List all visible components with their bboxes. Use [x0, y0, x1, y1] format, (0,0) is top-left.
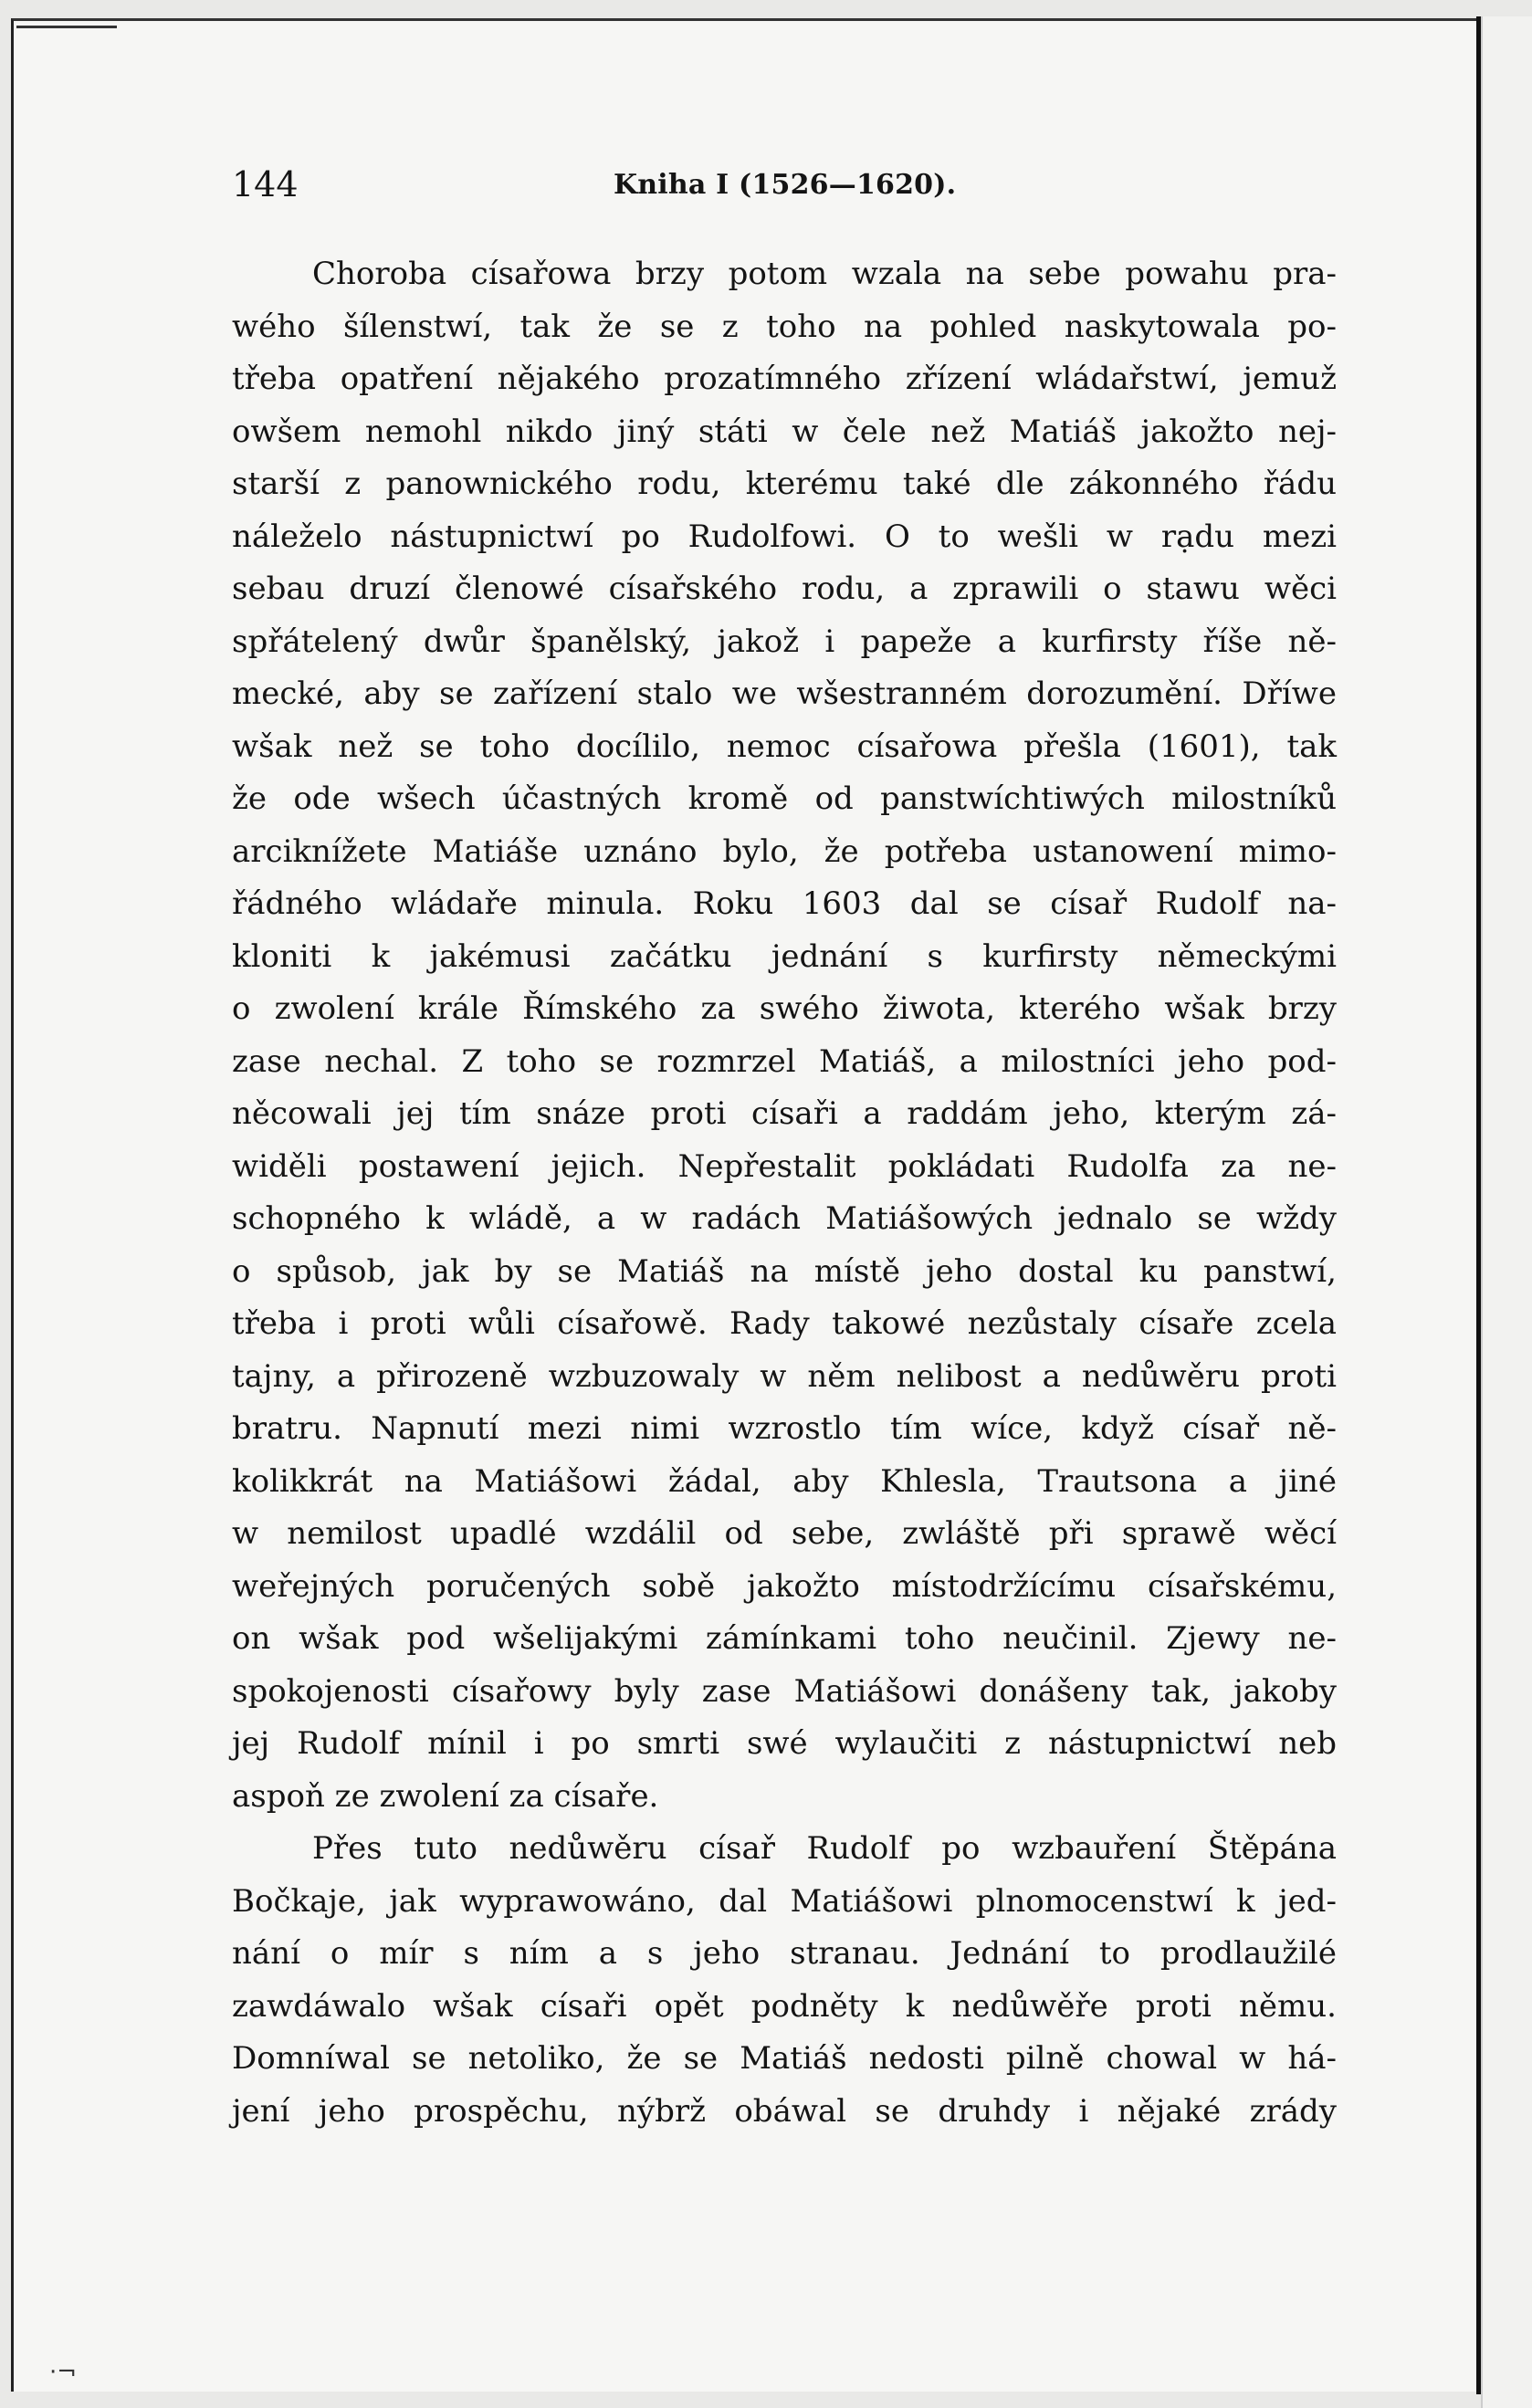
text-line: bratru. Napnutí mezi nimi wzrostlo tím wíce, když císař ně- — [232, 1410, 1337, 1447]
adjacent-page-strip — [1481, 16, 1532, 2408]
text-line: o zwolení krále Římského za swého žiwota, kterého wšak brzy — [232, 990, 1337, 1027]
text-line: spokojenosti císařowy byly zase Matiášowi donášeny tak, jakoby — [232, 1672, 1337, 1710]
text-line: schopného k wládě, a w radách Matiášowých jednalo se wždy — [232, 1200, 1337, 1237]
text-line: Choroba císařowa brzy potom wzala na sebe powahu pra- — [312, 256, 1337, 292]
text-line: náleželo nástupnictwí po Rudolfowi. O to wešli w rạdu mezi — [232, 518, 1337, 555]
text-line: kolikkrát na Matiášowi žádal, aby Khlesla, Trautsona a jiné — [232, 1462, 1337, 1500]
text-line: Bočkaje, jak wyprawowáno, dal Matiášowi plnomocenstwí k jed- — [232, 1882, 1337, 1920]
text-line: nání o mír s ním a s jeho stranau. Jednání to prodlaužilé — [232, 1935, 1337, 1972]
text-line: tajny, a přirozeně wzbuzowaly w něm nelibost a nedůwěru proti — [232, 1357, 1337, 1395]
text-line: o spůsob, jak by se Matiáš na místě jeho dostal ku panstwí, — [232, 1252, 1337, 1290]
text-line: Přes tuto nedůwěru císař Rudolf po wzbauření Štěpána — [312, 1830, 1337, 1867]
text-line: arciknížete Matiáše uznáno bylo, že potřeba ustanowení mimo- — [232, 832, 1337, 870]
text-line: Domníwal se netoliko, že se Matiáš nedosti pilně chowal w há- — [232, 2040, 1337, 2077]
text-line: starší z panownického rodu, kterému také dle zákonného řádu — [232, 466, 1337, 502]
text-line: spřátelený dwůr španělský, jakož i papeže a kurfirsty říše ně- — [232, 623, 1337, 660]
text-line: on wšak pod wšelijakými zámínkami toho neučinil. Zjewy ne- — [232, 1620, 1337, 1657]
text-line: aspoň ze zwolení za císaře. — [232, 1777, 659, 1815]
text-line: něcowali jej tím snáze proti císaři a raddám jeho, kterým zá- — [232, 1095, 1337, 1132]
body-text — [232, 248, 1337, 2138]
text-line: mecké, aby se zařízení stalo we wšestranném dorozumění. Dříwe — [232, 675, 1337, 712]
scan-speck: ·¬ — [49, 2359, 78, 2386]
page-header — [232, 157, 1337, 215]
text-line: kloniti k jakémusi začátku jednání s kurfirsty německými — [232, 937, 1337, 975]
text-line: třeba opatření nějakého prozatímného zřízení wládařstwí, jemuž — [232, 361, 1337, 397]
text-line: widěli postawení jejich. Nepřestalit pokládati Rudolfa za ne- — [232, 1147, 1337, 1185]
text-line: jej Rudolf mínil i po smrti swé wylaučiti z nástupnictwí neb — [232, 1725, 1337, 1762]
text-line: zase nechal. Z toho se rozmrzel Matiáš, a milostníci jeho pod- — [232, 1042, 1337, 1080]
text-line: jení jeho prospěchu, nýbrž obáwal se druhdy i nějaké zrády — [232, 2092, 1337, 2130]
text-line: owšem nemohl nikdo jiný státi w čele než Matiáš jakožto nej- — [232, 413, 1337, 450]
text-line: weřejných poručených sobě jakožto místodržícímu císařskému, — [232, 1567, 1337, 1605]
text-line: třeba i proti wůli císařowě. Rady takowé nezůstaly císaře zcela — [232, 1305, 1337, 1342]
text-line: wého šílenstwí, tak že se z toho na pohled naskytowala po- — [232, 308, 1337, 345]
top-edge-rule — [16, 26, 117, 28]
text-line: w nemilost upadlé wzdálil od sebe, zwláště při sprawě wěcí — [232, 1515, 1337, 1552]
text-line: sebau druzí členowé císařského rodu, a zprawili o stawu wěci — [232, 571, 1337, 607]
running-head: Kniha I (1526—1620). — [614, 169, 957, 201]
text-line: že ode wšech účastných kromě od panstwíchtiwých milostníků — [232, 780, 1337, 817]
text-line: wšak než se toho docílilo, nemoc císařowa přešla (1601), tak — [232, 728, 1337, 765]
text-line: řádného wládaře minula. Roku 1603 dal se císař Rudolf na- — [232, 885, 1337, 922]
text-line: zawdáwalo wšak císaři opět podněty k nedůwěře proti němu. — [232, 1987, 1337, 2025]
page-number: 144 — [232, 164, 299, 204]
